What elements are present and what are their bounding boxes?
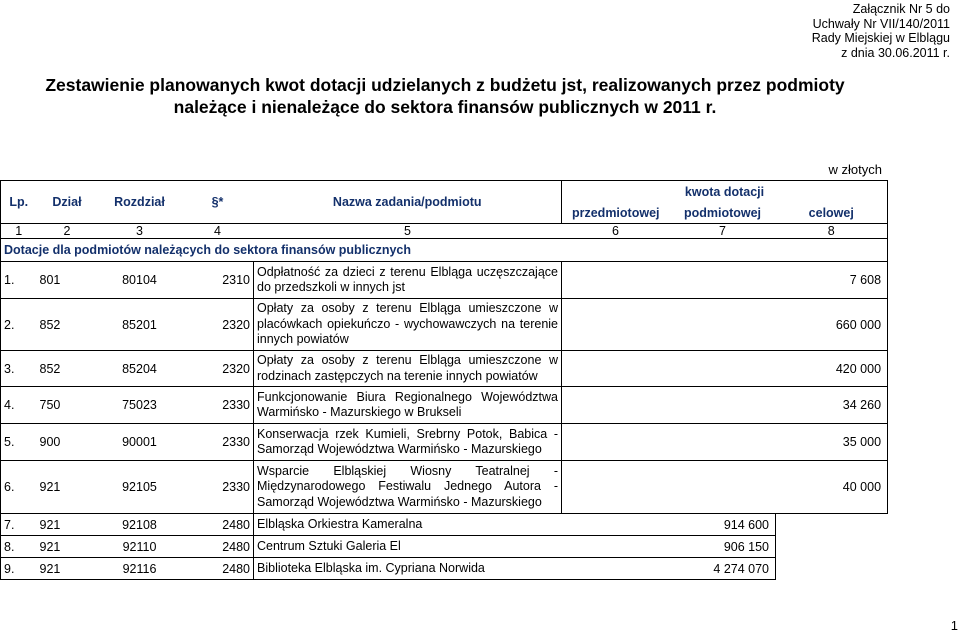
- cell-przedmiotowej: [562, 536, 670, 558]
- name-line: Samorząd Województwa Warmińsko - Mazurskiego: [257, 442, 542, 456]
- cell-przedmiotowej: [562, 299, 670, 351]
- cell-lp: 8.: [1, 536, 37, 558]
- annex-line: Rady Miejskiej w Elblągu: [811, 31, 950, 45]
- name-line: do przedszkoli w innych jst: [257, 280, 405, 294]
- cell-rozdzial: 85204: [98, 351, 182, 387]
- cell-celowej: 420 000: [776, 351, 888, 387]
- cell-podmiotowej: 914 600: [670, 514, 776, 536]
- units-label: w złotych: [828, 162, 882, 177]
- cell-paragraph: 2330: [182, 461, 254, 514]
- cell-celowej: [776, 558, 888, 580]
- table-row: [1, 558, 888, 580]
- header-przedmiotowej: przedmiotowej: [562, 202, 670, 224]
- cell-celowej: 35 000: [776, 424, 888, 461]
- page-number: 1: [950, 618, 958, 633]
- cell-paragraph: 2480: [182, 536, 254, 558]
- name-line: Opłaty za osoby z terenu Elbląga umieszczone w: [257, 301, 558, 316]
- cell-podmiotowej: [670, 461, 776, 514]
- cell-dzial: 900: [37, 424, 98, 461]
- cell-podmiotowej: 906 150: [670, 536, 776, 558]
- cell-name: [254, 351, 562, 387]
- document-title: [0, 74, 890, 118]
- name-line: Samorząd Województwa Warmińsko - Mazurskiego: [257, 494, 542, 509]
- name-line: Warmińsko - Mazurskiego w Brukseli: [257, 405, 462, 419]
- cell-celowej: 34 260: [776, 387, 888, 424]
- cell-dzial: 750: [37, 387, 98, 424]
- cell-przedmiotowej: [562, 424, 670, 461]
- cell-lp: 7.: [1, 514, 37, 536]
- cell-podmiotowej: [670, 299, 776, 351]
- header-rozdzial: Rozdział: [98, 181, 182, 224]
- cell-przedmiotowej: [562, 558, 670, 580]
- cell-paragraph: 2330: [182, 424, 254, 461]
- name-line: Funkcjonowanie Biura Regionalnego Województwa: [257, 389, 558, 404]
- col-number: 2: [37, 224, 98, 239]
- cell-name: [254, 299, 562, 351]
- col-number: 3: [98, 224, 182, 239]
- cell-lp: 4.: [1, 387, 37, 424]
- column-number-row: [1, 224, 888, 239]
- cell-lp: 1.: [1, 262, 37, 299]
- col-number: 4: [182, 224, 254, 239]
- cell-name: [254, 461, 562, 514]
- cell-dzial: 852: [37, 351, 98, 387]
- table-row: [1, 514, 888, 536]
- cell-name: [254, 387, 562, 424]
- annex-note: [812, 2, 950, 60]
- cell-lp: 3.: [1, 351, 37, 387]
- table-row: [1, 461, 888, 514]
- cell-paragraph: 2310: [182, 262, 254, 299]
- annex-line: z dnia 30.06.2011 r.: [841, 45, 950, 60]
- cell-rozdzial: 92116: [98, 558, 182, 580]
- cell-paragraph: 2480: [182, 514, 254, 536]
- cell-podmiotowej: 4 274 070: [670, 558, 776, 580]
- header-paragraph: §*: [182, 181, 254, 224]
- cell-name: Biblioteka Elbląska im. Cypriana Norwida: [254, 558, 562, 580]
- table-row: [1, 536, 888, 558]
- cell-name: [254, 424, 562, 461]
- col-number: 7: [670, 224, 776, 239]
- cell-rozdzial: 92108: [98, 514, 182, 536]
- cell-lp: 9.: [1, 558, 37, 580]
- cell-paragraph: 2320: [182, 351, 254, 387]
- subsidy-table: [0, 180, 888, 580]
- cell-przedmiotowej: [562, 461, 670, 514]
- cell-rozdzial: 92105: [98, 461, 182, 514]
- name-line: Międzynarodowego Festiwalu Jednego Autora -: [257, 479, 558, 494]
- table-row: [1, 424, 888, 461]
- cell-rozdzial: 85201: [98, 299, 182, 351]
- cell-dzial: 921: [37, 558, 98, 580]
- name-line: Konserwacja rzek Kumieli, Srebrny Potok, Babica -: [257, 426, 558, 441]
- header-dzial: Dział: [37, 181, 98, 224]
- table-row: [1, 351, 888, 387]
- header-lp: Lp.: [1, 181, 37, 224]
- header-podmiotowej: podmiotowej: [670, 202, 776, 224]
- annex-line: Uchwały Nr VII/140/2011: [812, 16, 950, 31]
- name-line: Odpłatność za dzieci z terenu Elbląga uczęszczające: [257, 264, 558, 279]
- cell-podmiotowej: [670, 262, 776, 299]
- table-row: [1, 387, 888, 424]
- cell-rozdzial: 90001: [98, 424, 182, 461]
- cell-paragraph: 2330: [182, 387, 254, 424]
- name-line: innych powiatów: [257, 332, 349, 347]
- name-line: placówkach opiekuńczo - wychowawczych na terenie: [257, 316, 558, 331]
- section-row: [1, 239, 888, 262]
- cell-przedmiotowej: [562, 351, 670, 387]
- title-line: należące i nienależące do sektora finansów publicznych w 2011 r.: [173, 97, 717, 117]
- name-line: rodzinach zastępczych na terenie innych powiatów: [257, 368, 538, 383]
- cell-paragraph: 2320: [182, 299, 254, 351]
- cell-celowej: [776, 536, 888, 558]
- cell-podmiotowej: [670, 424, 776, 461]
- cell-przedmiotowej: [562, 262, 670, 299]
- cell-lp: 5.: [1, 424, 37, 461]
- cell-dzial: 921: [37, 514, 98, 536]
- cell-przedmiotowej: [562, 387, 670, 424]
- col-number: 5: [254, 224, 562, 239]
- cell-celowej: [776, 514, 888, 536]
- header-row: [1, 181, 888, 203]
- cell-name: Centrum Sztuki Galeria El: [254, 536, 562, 558]
- header-celowej: celowej: [776, 202, 888, 224]
- cell-podmiotowej: [670, 351, 776, 387]
- cell-podmiotowej: [670, 387, 776, 424]
- col-number: 1: [1, 224, 37, 239]
- table-row: [1, 299, 888, 351]
- section-title: Dotacje dla podmiotów należących do sektora finansów publicznych: [1, 239, 888, 262]
- name-line: Opłaty za osoby z terenu Elbląga umieszczone w: [257, 353, 558, 367]
- cell-lp: 2.: [1, 299, 37, 351]
- header-name: Nazwa zadania/podmiotu: [254, 181, 562, 224]
- cell-rozdzial: 80104: [98, 262, 182, 299]
- cell-dzial: 921: [37, 461, 98, 514]
- cell-rozdzial: 75023: [98, 387, 182, 424]
- cell-celowej: 660 000: [776, 299, 888, 351]
- title-line: Zestawienie planowanych kwot dotacji udzielanych z budżetu jst, realizowanych przez podmioty: [45, 75, 845, 95]
- cell-lp: 6.: [1, 461, 37, 514]
- cell-name: [254, 262, 562, 299]
- cell-przedmiotowej: [562, 514, 670, 536]
- table-row: [1, 262, 888, 299]
- cell-paragraph: 2480: [182, 558, 254, 580]
- cell-dzial: 921: [37, 536, 98, 558]
- cell-celowej: 40 000: [776, 461, 888, 514]
- cell-dzial: 801: [37, 262, 98, 299]
- cell-rozdzial: 92110: [98, 536, 182, 558]
- annex-line: Załącznik Nr 5 do: [852, 2, 950, 16]
- name-line: Wsparcie Elbląskiej Wiosny Teatralnej -: [257, 463, 558, 478]
- cell-name: Elbląska Orkiestra Kameralna: [254, 514, 562, 536]
- cell-celowej: 7 608: [776, 262, 888, 299]
- col-number: 8: [776, 224, 888, 239]
- col-number: 6: [562, 224, 670, 239]
- header-kwota: kwota dotacji: [562, 181, 888, 203]
- cell-dzial: 852: [37, 299, 98, 351]
